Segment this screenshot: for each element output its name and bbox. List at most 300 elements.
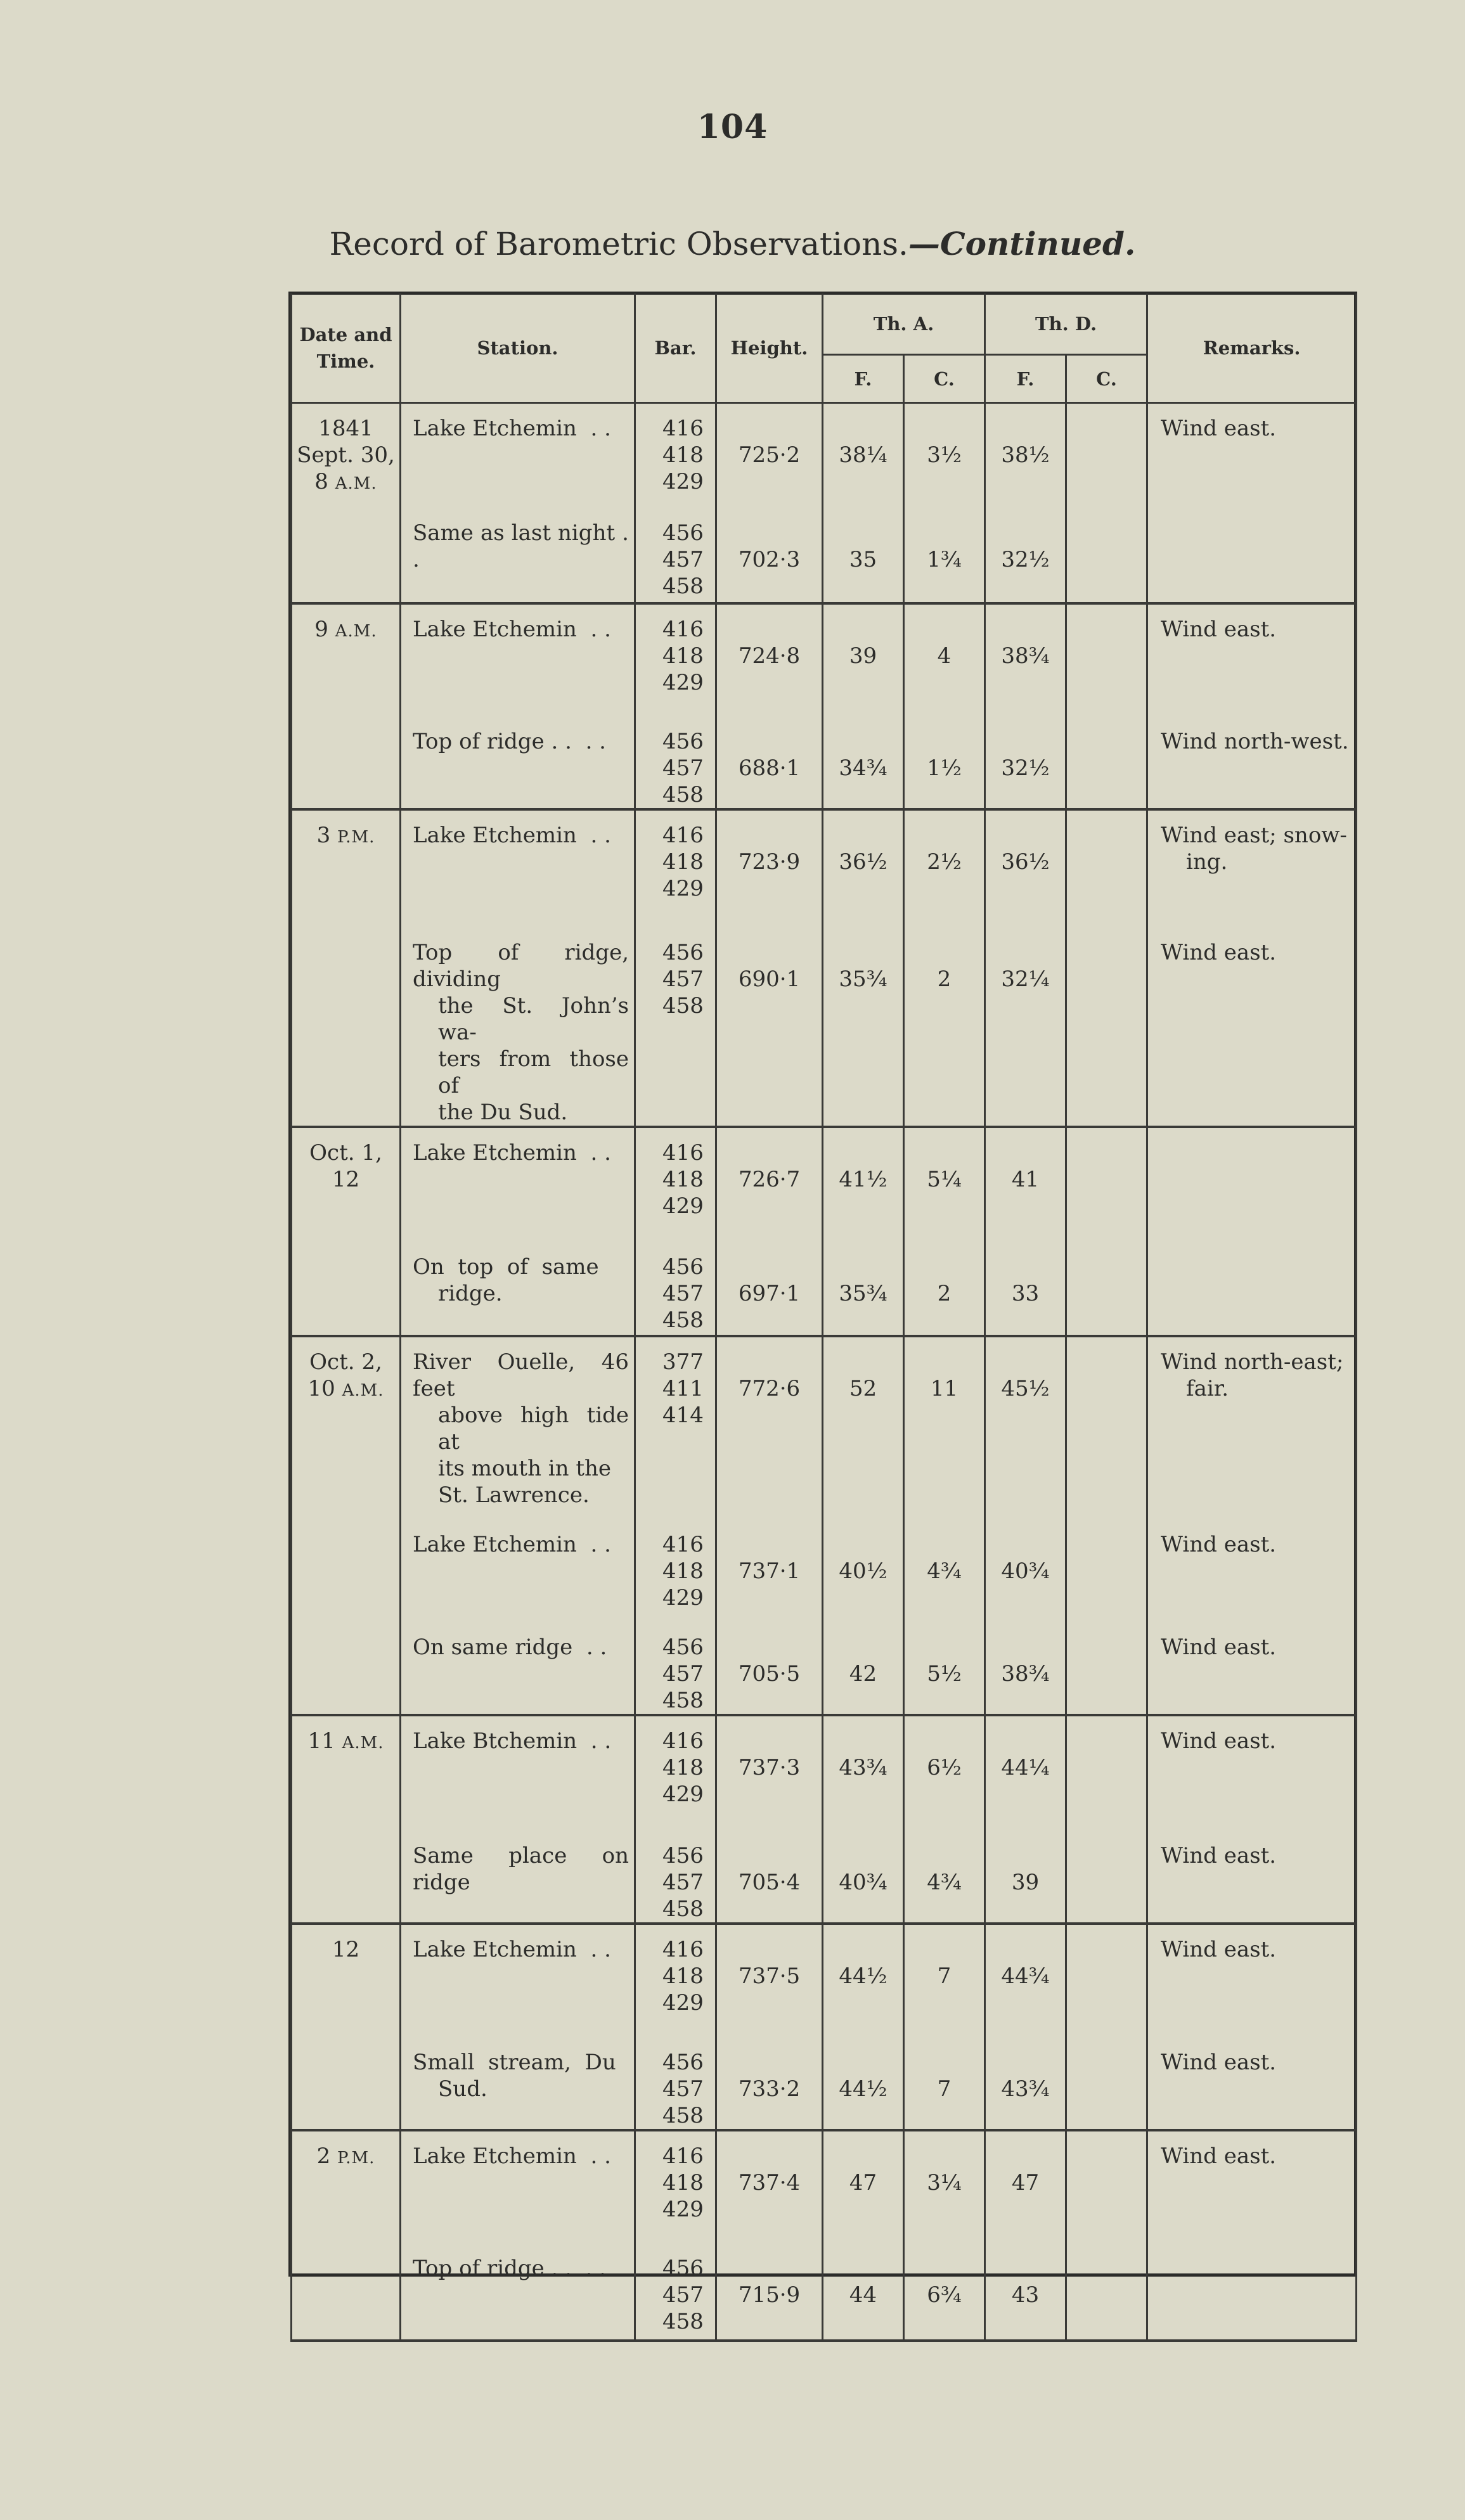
th-a-c-cell-value: 4¾ xyxy=(927,1870,962,1895)
date-cell-line: 9 A.M. xyxy=(314,617,377,642)
remarks-cell-line: Wind north-west. xyxy=(1161,729,1349,754)
height-cell-value: 688·1 xyxy=(738,755,801,781)
th-d-f-cell-value: 32¼ xyxy=(1001,967,1050,992)
th-d-c-cell xyxy=(1066,1924,1147,2026)
table-row xyxy=(292,809,1357,916)
bar-cell-line: 416 xyxy=(662,1140,704,1166)
height-cell-value: 726·7 xyxy=(738,1167,801,1192)
station-cell-line: the Du Sud. xyxy=(438,1100,568,1125)
th-d-c-cell-value xyxy=(1067,616,1146,643)
remarks-cell-line: Wind east. xyxy=(1161,1635,1277,1660)
th-d-c-cell-value xyxy=(1067,728,1146,755)
station-cell xyxy=(401,1127,635,1231)
table-row xyxy=(292,1336,1357,1508)
th-d-c-cell-value xyxy=(1067,520,1146,546)
remarks-cell xyxy=(1147,497,1357,603)
station-cell-line: Lake Btchemin . . xyxy=(413,1728,612,1754)
th-a-f-cell-value: 44½ xyxy=(839,2076,887,2102)
height-cell xyxy=(716,1611,823,1715)
height-cell-value: 733·2 xyxy=(738,2076,801,2102)
date-cell xyxy=(292,2232,401,2341)
height-cell xyxy=(716,1127,823,1231)
station-cell-line: On top of same xyxy=(413,1254,599,1280)
station-cell xyxy=(401,916,635,1127)
date-cell xyxy=(292,1611,401,1715)
remarks-cell xyxy=(1147,1820,1357,1924)
date-cell-line: 12 xyxy=(332,1937,360,1962)
table-row xyxy=(292,1127,1357,1231)
th-a-c-cell-value: 1½ xyxy=(927,755,962,781)
th-d-c-cell-value xyxy=(1067,1140,1146,1166)
table-row xyxy=(292,1924,1357,2026)
date-cell-line: 10 A.M. xyxy=(307,1376,384,1401)
th-a-f-cell xyxy=(823,705,904,809)
bar-cell-line: 414 xyxy=(662,1403,704,1428)
th-a-f-cell-value: 40½ xyxy=(839,1559,887,1584)
bar-cell xyxy=(635,1820,716,1924)
th-a-c-cell xyxy=(904,1715,985,1820)
th-a-f-cell xyxy=(823,2130,904,2232)
th-d-f-cell-value: 43¾ xyxy=(1001,2076,1050,2102)
date-cell-line: 8 A.M. xyxy=(314,469,377,494)
th-a-c-cell-value: 11 xyxy=(930,1376,958,1401)
bar-cell xyxy=(635,1611,716,1715)
th-d-c-cell xyxy=(1066,2026,1147,2130)
observations-table xyxy=(290,293,1357,2342)
th-d-c-cell xyxy=(1066,916,1147,1127)
bar-cell-line: 418 xyxy=(662,849,704,875)
height-cell-value: 705·4 xyxy=(738,1870,801,1895)
remarks-cell-line: Wind east. xyxy=(1161,940,1277,965)
page-number: 104 xyxy=(697,108,768,146)
date-cell-line: 12 xyxy=(332,1167,360,1192)
bar-cell-line: 458 xyxy=(662,993,704,1019)
remarks-cell xyxy=(1147,2232,1357,2341)
remarks-cell xyxy=(1147,1508,1357,1611)
th-a-c-cell-value: 1¾ xyxy=(927,547,962,572)
th-d-c-cell-value xyxy=(1067,1349,1146,1375)
header-th-d-c: C. xyxy=(1066,355,1147,403)
bar-cell xyxy=(635,2232,716,2341)
station-cell xyxy=(401,2026,635,2130)
th-a-c-cell xyxy=(904,2026,985,2130)
station-cell-line: Top of ridge . . . . xyxy=(413,729,606,754)
th-d-c-cell-value xyxy=(1067,1254,1146,1280)
th-d-c-cell-value xyxy=(1067,1842,1146,1869)
th-a-c-cell-value: 6½ xyxy=(927,1755,962,1780)
height-cell xyxy=(716,403,823,498)
station-cell-line: ters from those of xyxy=(438,1046,629,1098)
bar-cell-line: 416 xyxy=(662,1937,704,1962)
remarks-cell xyxy=(1147,705,1357,809)
remarks-cell-line: Wind east; snow- xyxy=(1161,823,1347,848)
table-row xyxy=(292,603,1357,705)
station-cell xyxy=(401,1231,635,1336)
header-th-a: Th. A. xyxy=(823,293,985,355)
th-d-f-cell-value: 36½ xyxy=(1001,849,1050,875)
remarks-cell xyxy=(1147,1924,1357,2026)
th-a-f-cell-value: 47 xyxy=(849,2170,877,2195)
th-a-c-cell xyxy=(904,1924,985,2026)
table-row xyxy=(292,2232,1357,2341)
date-cell-line: 2 P.M. xyxy=(316,2144,375,2169)
th-d-f-cell xyxy=(985,1127,1066,1231)
bar-cell-line: 429 xyxy=(662,1193,704,1219)
th-d-c-cell-value xyxy=(1067,2143,1146,2170)
bar-cell-line: 457 xyxy=(662,2076,704,2102)
th-a-c-cell-value: 4 xyxy=(937,643,952,669)
bar-cell xyxy=(635,809,716,916)
bar-cell-line: 456 xyxy=(662,729,704,754)
bar-cell-line: 429 xyxy=(662,469,704,494)
th-a-c-cell xyxy=(904,403,985,498)
remarks-cell xyxy=(1147,1231,1357,1336)
table-row xyxy=(292,403,1357,498)
header-station: Station. xyxy=(401,293,635,403)
date-cell xyxy=(292,916,401,1127)
page-title xyxy=(0,225,1465,262)
station-cell xyxy=(401,403,635,498)
station-cell xyxy=(401,1611,635,1715)
bar-cell-line: 377 xyxy=(662,1349,704,1375)
th-a-c-cell xyxy=(904,2130,985,2232)
bar-cell xyxy=(635,403,716,498)
th-d-f-cell-value: 44¼ xyxy=(1001,1755,1050,1780)
th-a-f-cell xyxy=(823,916,904,1127)
th-a-c-cell-value: 2½ xyxy=(927,849,962,875)
date-cell xyxy=(292,1820,401,1924)
th-a-c-cell xyxy=(904,1127,985,1231)
th-a-f-cell xyxy=(823,1336,904,1508)
date-cell-line: 1841 xyxy=(318,416,373,441)
bar-cell-line: 457 xyxy=(662,967,704,992)
bar-cell-line: 456 xyxy=(662,1254,704,1280)
station-cell xyxy=(401,1715,635,1820)
height-cell xyxy=(716,916,823,1127)
bar-cell-line: 458 xyxy=(662,2103,704,2128)
bar-cell xyxy=(635,1924,716,2026)
height-cell xyxy=(716,2232,823,2341)
height-cell-value: 737·3 xyxy=(738,1755,801,1780)
height-cell xyxy=(716,809,823,916)
th-a-f-cell xyxy=(823,1231,904,1336)
station-cell-line: On same ridge . . xyxy=(413,1635,607,1660)
bar-cell xyxy=(635,603,716,705)
bar-cell-line: 456 xyxy=(662,2050,704,2075)
bar-cell-line: 416 xyxy=(662,1728,704,1754)
th-d-f-cell-value: 38¾ xyxy=(1001,643,1050,669)
date-cell xyxy=(292,403,401,498)
bar-cell xyxy=(635,1231,716,1336)
bar-cell-line: 458 xyxy=(662,1308,704,1333)
bar-cell-line: 429 xyxy=(662,1585,704,1610)
th-d-f-cell xyxy=(985,705,1066,809)
height-cell xyxy=(716,1508,823,1611)
th-a-c-cell xyxy=(904,1231,985,1336)
remarks-cell xyxy=(1147,603,1357,705)
th-d-f-cell-value: 33 xyxy=(1011,1281,1040,1306)
th-a-f-cell xyxy=(823,1715,904,1820)
header-th-a-c: C. xyxy=(904,355,985,403)
bar-cell-line: 416 xyxy=(662,617,704,642)
height-cell-value: 772·6 xyxy=(738,1376,801,1401)
title-continued: —Continued. xyxy=(908,225,1136,262)
station-cell-line: Lake Etchemin . . xyxy=(413,823,611,848)
bar-cell-line: 429 xyxy=(662,2197,704,2222)
bar-cell-line: 418 xyxy=(662,643,704,669)
table-row xyxy=(292,1820,1357,1924)
bar-cell-line: 457 xyxy=(662,755,704,781)
th-a-f-cell-value: 35¾ xyxy=(839,1281,887,1306)
bar-cell-line: 458 xyxy=(662,782,704,807)
th-d-f-cell xyxy=(985,1715,1066,1820)
station-cell xyxy=(401,1508,635,1611)
th-d-c-cell xyxy=(1066,1715,1147,1820)
height-cell-value: 723·9 xyxy=(738,849,801,875)
th-a-c-cell-value: 7 xyxy=(937,2076,952,2102)
date-cell-line: 3 P.M. xyxy=(316,823,375,848)
station-cell xyxy=(401,809,635,916)
th-a-f-cell xyxy=(823,809,904,916)
station-cell-line: Lake Etchemin . . xyxy=(413,1140,611,1166)
remarks-cell-line: Wind east. xyxy=(1161,2050,1277,2075)
bar-cell-line: 418 xyxy=(662,1559,704,1584)
th-a-f-cell xyxy=(823,603,904,705)
bar-cell-line: 418 xyxy=(662,2170,704,2195)
title-main: Record of Barometric Observations. xyxy=(329,226,908,262)
bar-cell-line: 418 xyxy=(662,1167,704,1192)
th-a-f-cell-value: 35¾ xyxy=(839,967,887,992)
station-cell-line: Lake Etchemin . . xyxy=(413,416,611,441)
th-d-f-cell xyxy=(985,403,1066,498)
bar-cell-line: 456 xyxy=(662,1635,704,1660)
bar-cell-line: 457 xyxy=(662,2282,704,2308)
station-cell-line: the St. John’s wa- xyxy=(438,993,629,1045)
th-d-c-cell-value xyxy=(1067,2049,1146,2076)
th-d-f-cell xyxy=(985,2232,1066,2341)
station-cell-line: Same place on ridge xyxy=(413,1843,629,1895)
th-a-f-cell xyxy=(823,1508,904,1611)
th-d-f-cell-value: 39 xyxy=(1011,1870,1040,1895)
th-a-f-cell xyxy=(823,1820,904,1924)
date-cell xyxy=(292,1508,401,1611)
remarks-cell-line: Wind east. xyxy=(1161,2144,1277,2169)
height-cell-value: 702·3 xyxy=(738,547,801,572)
bar-cell-line: 457 xyxy=(662,1661,704,1687)
date-cell-line: Oct. 2, xyxy=(309,1349,382,1375)
th-a-f-cell-value: 34¾ xyxy=(839,755,887,781)
header-th-d-f: F. xyxy=(985,355,1066,403)
table-row xyxy=(292,1715,1357,1820)
station-cell-line: Same as last night . . xyxy=(413,520,629,572)
bar-cell-line: 418 xyxy=(662,1964,704,1989)
date-cell-line: Sept. 30, xyxy=(297,442,395,468)
table-body xyxy=(292,403,1357,2341)
height-cell xyxy=(716,1715,823,1820)
th-a-f-cell-value: 42 xyxy=(849,1661,877,1687)
th-d-f-cell-value: 32½ xyxy=(1001,547,1050,572)
th-a-c-cell-value: 4¾ xyxy=(927,1559,962,1584)
remarks-cell-line: Wind north-east; xyxy=(1161,1349,1344,1375)
th-d-f-cell xyxy=(985,916,1066,1127)
bar-cell-line: 429 xyxy=(662,1782,704,1807)
date-cell xyxy=(292,2130,401,2232)
height-cell-value: 690·1 xyxy=(738,967,801,992)
th-d-c-cell xyxy=(1066,1127,1147,1231)
table-row xyxy=(292,705,1357,809)
table-row xyxy=(292,1611,1357,1715)
th-d-c-cell-value xyxy=(1067,822,1146,849)
th-d-c-cell-value xyxy=(1067,1531,1146,1558)
bar-cell-line: 411 xyxy=(662,1376,704,1401)
table-row xyxy=(292,497,1357,603)
th-d-c-cell xyxy=(1066,1508,1147,1611)
th-a-f-cell xyxy=(823,1127,904,1231)
date-cell xyxy=(292,809,401,916)
bar-cell-line: 418 xyxy=(662,1755,704,1780)
th-d-f-cell-value: 40¾ xyxy=(1001,1559,1050,1584)
th-d-f-cell xyxy=(985,1231,1066,1336)
station-cell-line: Top of ridge . . . . xyxy=(413,2256,606,2281)
th-d-c-cell xyxy=(1066,1231,1147,1336)
remarks-cell xyxy=(1147,1127,1357,1231)
station-cell-line: Small stream, Du xyxy=(413,2050,616,2075)
bar-cell xyxy=(635,2130,716,2232)
bar-cell xyxy=(635,1508,716,1611)
th-d-f-cell xyxy=(985,1611,1066,1715)
bar-cell-line: 418 xyxy=(662,442,704,468)
bar-cell-line: 457 xyxy=(662,547,704,572)
station-cell-line: Lake Etchemin . . xyxy=(413,617,611,642)
height-cell-value: 705·5 xyxy=(738,1661,801,1687)
bar-cell-line: 456 xyxy=(662,1843,704,1868)
th-d-c-cell xyxy=(1066,2130,1147,2232)
bar-cell xyxy=(635,705,716,809)
remarks-cell xyxy=(1147,1336,1357,1508)
date-cell xyxy=(292,1336,401,1508)
bar-cell-line: 416 xyxy=(662,2144,704,2169)
th-a-f-cell-value: 39 xyxy=(849,643,877,669)
th-a-c-cell xyxy=(904,1336,985,1508)
bar-cell-line: 457 xyxy=(662,1281,704,1306)
height-cell xyxy=(716,2026,823,2130)
station-cell-line: Lake Etchemin . . xyxy=(413,1937,611,1962)
th-a-f-cell-value: 52 xyxy=(849,1376,877,1401)
height-cell xyxy=(716,1820,823,1924)
date-cell xyxy=(292,1924,401,2026)
station-cell-line: Lake Etchemin . . xyxy=(413,2144,611,2169)
th-a-c-cell xyxy=(904,1508,985,1611)
th-d-f-cell-value: 38¾ xyxy=(1001,1661,1050,1687)
remarks-cell-line: Wind east. xyxy=(1161,1728,1277,1754)
th-d-f-cell-value: 44¾ xyxy=(1001,1964,1050,1989)
date-cell xyxy=(292,2026,401,2130)
remarks-cell xyxy=(1147,1611,1357,1715)
bar-cell-line: 456 xyxy=(662,520,704,546)
remarks-cell xyxy=(1147,809,1357,916)
bar-cell xyxy=(635,916,716,1127)
remarks-cell-line: Wind east. xyxy=(1161,1937,1277,1962)
th-a-c-cell xyxy=(904,1820,985,1924)
th-d-f-cell xyxy=(985,1820,1066,1924)
date-cell-line: Oct. 1, xyxy=(309,1140,382,1166)
th-d-f-cell xyxy=(985,603,1066,705)
th-d-f-cell xyxy=(985,2130,1066,2232)
height-cell xyxy=(716,603,823,705)
th-a-c-cell xyxy=(904,497,985,603)
remarks-cell-line: ing. xyxy=(1186,849,1228,875)
remarks-cell-line: Wind east. xyxy=(1161,617,1277,642)
bar-cell-line: 429 xyxy=(662,670,704,695)
station-cell-line: River Ouelle, 46 feet xyxy=(413,1349,629,1401)
th-a-c-cell xyxy=(904,809,985,916)
remarks-cell xyxy=(1147,403,1357,498)
th-a-f-cell-value: 38¼ xyxy=(839,442,887,468)
th-d-f-cell-value: 47 xyxy=(1011,2170,1040,2195)
th-a-f-cell-value: 44 xyxy=(849,2282,877,2308)
th-d-c-cell xyxy=(1066,809,1147,916)
table-row xyxy=(292,1231,1357,1336)
bar-cell-line: 429 xyxy=(662,1990,704,2015)
bar-cell xyxy=(635,1336,716,1508)
th-a-c-cell xyxy=(904,1611,985,1715)
th-a-c-cell-value: 5¼ xyxy=(927,1167,962,1192)
th-a-f-cell-value: 41½ xyxy=(839,1167,887,1192)
bar-cell-line: 416 xyxy=(662,416,704,441)
height-cell-value: 737·5 xyxy=(738,1964,801,1989)
table-row xyxy=(292,916,1357,1127)
table-row xyxy=(292,1508,1357,1611)
station-cell xyxy=(401,603,635,705)
th-a-c-cell-value: 5½ xyxy=(927,1661,962,1687)
th-a-f-cell xyxy=(823,403,904,498)
th-a-c-cell xyxy=(904,916,985,1127)
th-a-c-cell xyxy=(904,2232,985,2341)
bar-cell-line: 416 xyxy=(662,1532,704,1557)
height-cell xyxy=(716,497,823,603)
th-d-f-cell xyxy=(985,2026,1066,2130)
bar-cell-line: 457 xyxy=(662,1870,704,1895)
bar-cell-line: 456 xyxy=(662,2256,704,2281)
bar-cell xyxy=(635,497,716,603)
th-d-f-cell xyxy=(985,497,1066,603)
header-remarks: Remarks. xyxy=(1147,293,1357,403)
bar-cell-line: 458 xyxy=(662,574,704,599)
header-th-a-f: F. xyxy=(823,355,904,403)
th-d-c-cell-value xyxy=(1067,1634,1146,1661)
th-a-f-cell xyxy=(823,1924,904,2026)
th-d-f-cell xyxy=(985,809,1066,916)
remarks-cell-line: Wind east. xyxy=(1161,1843,1277,1868)
th-a-f-cell-value: 36½ xyxy=(839,849,887,875)
height-cell-value: 697·1 xyxy=(738,1281,801,1306)
station-cell xyxy=(401,1924,635,2026)
station-cell-line: ridge. xyxy=(438,1281,503,1306)
th-d-c-cell xyxy=(1066,497,1147,603)
th-d-c-cell-value xyxy=(1067,2255,1146,2282)
header-date-time: Date and Time. xyxy=(292,293,401,403)
th-d-f-cell-value: 43 xyxy=(1011,2282,1040,2308)
th-d-f-cell xyxy=(985,1508,1066,1611)
bar-cell-line: 416 xyxy=(662,823,704,848)
station-cell xyxy=(401,497,635,603)
height-cell-value: 737·4 xyxy=(738,2170,801,2195)
remarks-cell-line: fair. xyxy=(1186,1376,1229,1401)
bar-cell xyxy=(635,1715,716,1820)
th-a-c-cell-value: 6¾ xyxy=(927,2282,962,2308)
station-cell-line: Lake Etchemin . . xyxy=(413,1532,611,1557)
th-a-f-cell xyxy=(823,2026,904,2130)
